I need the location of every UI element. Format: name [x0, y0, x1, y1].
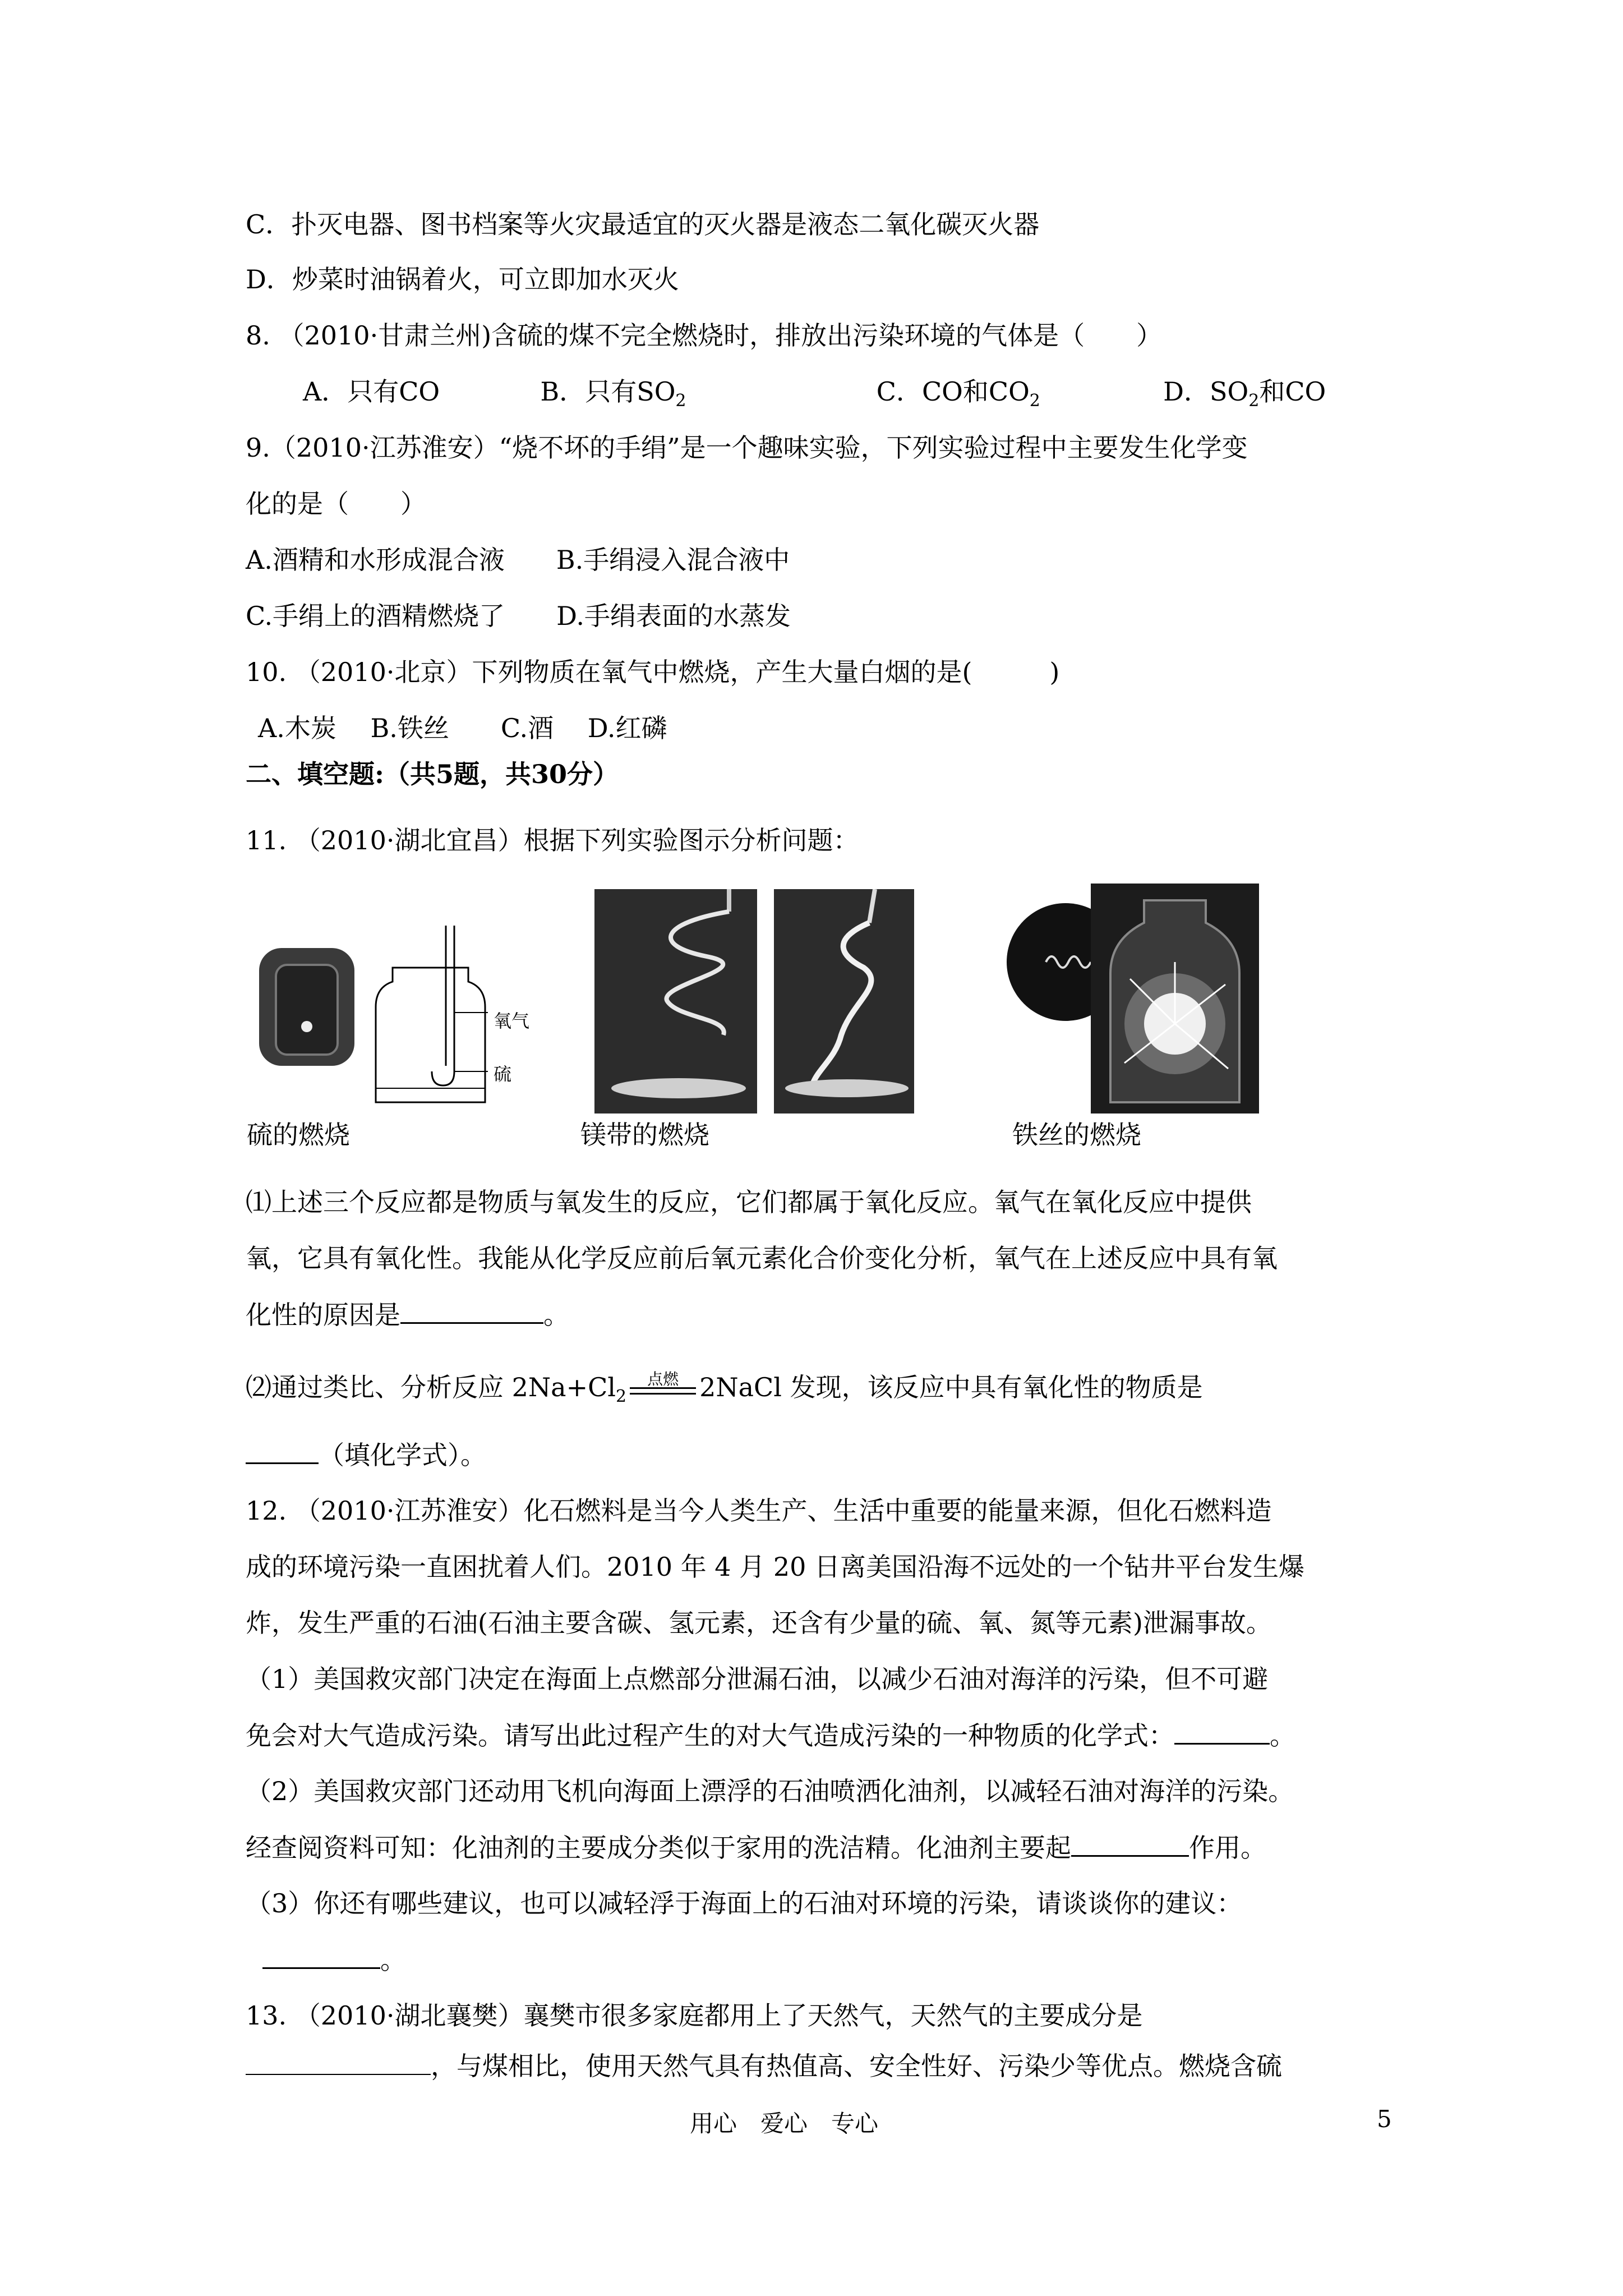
jar-glow-icon — [259, 948, 354, 1066]
question-12-part2-line2: 经查阅资料可知：化油剂的主要成分类似于家用的洗洁精。化油剂主要起 作用。 — [246, 1830, 1266, 1865]
answer-blank-11-2[interactable] — [246, 1438, 319, 1464]
magnesium-coil-icon — [594, 889, 757, 1114]
footer-motto: 用心 爱心 专心 — [690, 2110, 879, 2137]
question-12-line2: 成的环境污染一直困扰着人们。2010 年 4 月 20 日离美国沿海不远处的一个钻井平台发生爆 — [246, 1552, 1304, 1582]
q8-option-c: C．CO和$CO_2$ — [876, 376, 1040, 411]
question-9-line2: 化的是（ ） — [246, 489, 426, 519]
magnesium-photo-before — [594, 889, 757, 1114]
question-11-part2-line1: ⑵通过类比、分析反应 $2Na+Cl_2$ 点燃 2NaCl 发现，该反应中具有氧化性的物质是 — [246, 1370, 1203, 1406]
label-oxygen: 氧气 — [494, 1010, 530, 1032]
question-9-line1: 9.（2010·江苏淮安）“烧不坏的手绢”是一个趣味实验，下列实验过程中主要发生化学变 — [246, 432, 1248, 463]
iron-wire-burning-photo — [1091, 884, 1259, 1114]
label-sulfur: 硫 — [494, 1064, 512, 1085]
question-11: 11. （2010·湖北宜昌）根据下列实验图示分析问题： — [246, 825, 859, 855]
question-8: 8. （2010·甘肃兰州)含硫的煤不完全燃烧时，排放出污染环境的气体是（ ） — [246, 320, 1163, 351]
page-number: 5 — [1377, 2105, 1392, 2133]
answer-blank-11-1[interactable] — [400, 1297, 543, 1324]
answer-blank-12-2[interactable] — [1071, 1830, 1189, 1857]
question-9-options-ab: A.酒精和水形成混合液 B.手绢浸入混合液中 — [246, 545, 790, 575]
q8-option-b: B．只有$SO_2$ — [540, 376, 686, 411]
answer-blank-12-3[interactable] — [262, 1943, 380, 1969]
question-12-part2-line1: （2）美国救灾部门还动用飞机向海面上漂浮的石油喷洒化油剂，以减轻石油对海洋的污染。 — [246, 1776, 1294, 1806]
ignition-condition-arrow: 点燃 — [626, 1370, 699, 1404]
question-9-options-cd: C.手绢上的酒精燃烧了 D.手绢表面的水蒸发 — [246, 601, 791, 631]
caption-magnesium-burning: 镁带的燃烧 — [580, 1120, 709, 1150]
magnesium-flame-icon — [774, 889, 914, 1114]
answer-blank-12-1[interactable] — [1174, 1718, 1270, 1745]
question-10-options: A.木炭 B.铁丝 C.酒 D.红磷 — [258, 713, 667, 743]
question-12-part3-line1: （3）你还有哪些建议，也可以减轻浮于海面上的石油对环境的污染，请谈谈你的建议： — [246, 1888, 1243, 1918]
answer-blank-13-1[interactable] — [246, 2049, 431, 2075]
question-12-part3-line2: 。 — [262, 1943, 406, 1977]
question-11-part1-line3: 化性的原因是 。 — [246, 1297, 569, 1332]
section-heading-fill-in: 二、填空题:（共5题，共30分） — [246, 759, 619, 789]
option-d-line: D．炒菜时油锅着火，可立即加水灭火 — [246, 264, 679, 295]
question-12-line3: 炸，发生严重的石油(石油主要含碳、氢元素，还含有少量的硫、氧、氮等元素)泄漏事故。 — [246, 1608, 1272, 1638]
sulfur-jar-diagram — [370, 920, 505, 1111]
iron-sparks-icon — [1091, 884, 1259, 1114]
question-11-part2-line2: （填化学式）。 — [246, 1438, 486, 1472]
question-12-part1-line2: 免会对大气造成污染。请写出此过程产生的对大气造成污染的一种物质的化学式： 。 — [246, 1718, 1295, 1752]
question-10: 10. （2010·北京）下列物质在氧气中燃烧，产生大量白烟的是( ) — [246, 657, 1060, 687]
question-11-part1-line2: 氧，它具有氧化性。我能从化学反应前后氧元素化合价变化分析，氧气在上述反应中具有氧 — [246, 1243, 1278, 1273]
q8-option-d: D．$SO_2$和CO — [1163, 376, 1326, 411]
option-c-line: C．扑灭电器、图书档案等火灾最适宜的灭火器是液态二氧化碳灭火器 — [246, 209, 1040, 240]
sulfur-burning-photo — [259, 948, 354, 1066]
question-13-line2: ，与煤相比，使用天然气具有热值高、安全性好、污染少等优点。燃烧含硫 — [246, 2049, 1282, 2083]
question-13-line1: 13. （2010·湖北襄樊）襄樊市很多家庭都用上了天然气，天然气的主要成分是 — [246, 2000, 1143, 2031]
caption-sulfur-burning: 硫的燃烧 — [247, 1120, 350, 1150]
question-12-part1-line1: （1）美国救灾部门决定在海面上点燃部分泄漏石油，以减少石油对海洋的污染，但不可避 — [246, 1664, 1269, 1694]
magnesium-photo-burning — [774, 889, 914, 1114]
q8-option-a: A．只有CO — [303, 376, 440, 407]
question-8-options — [303, 375, 1326, 411]
question-11-part1-line1: ⑴上述三个反应都是物质与氧发生的反应，它们都属于氧化反应。氧气在氧化反应中提供 — [246, 1187, 1252, 1217]
question-12-line1: 12. （2010·江苏淮安）化石燃料是当今人类生产、生活中重要的能量来源，但化石燃料造 — [246, 1496, 1272, 1526]
caption-iron-wire-burning: 铁丝的燃烧 — [1012, 1120, 1141, 1150]
